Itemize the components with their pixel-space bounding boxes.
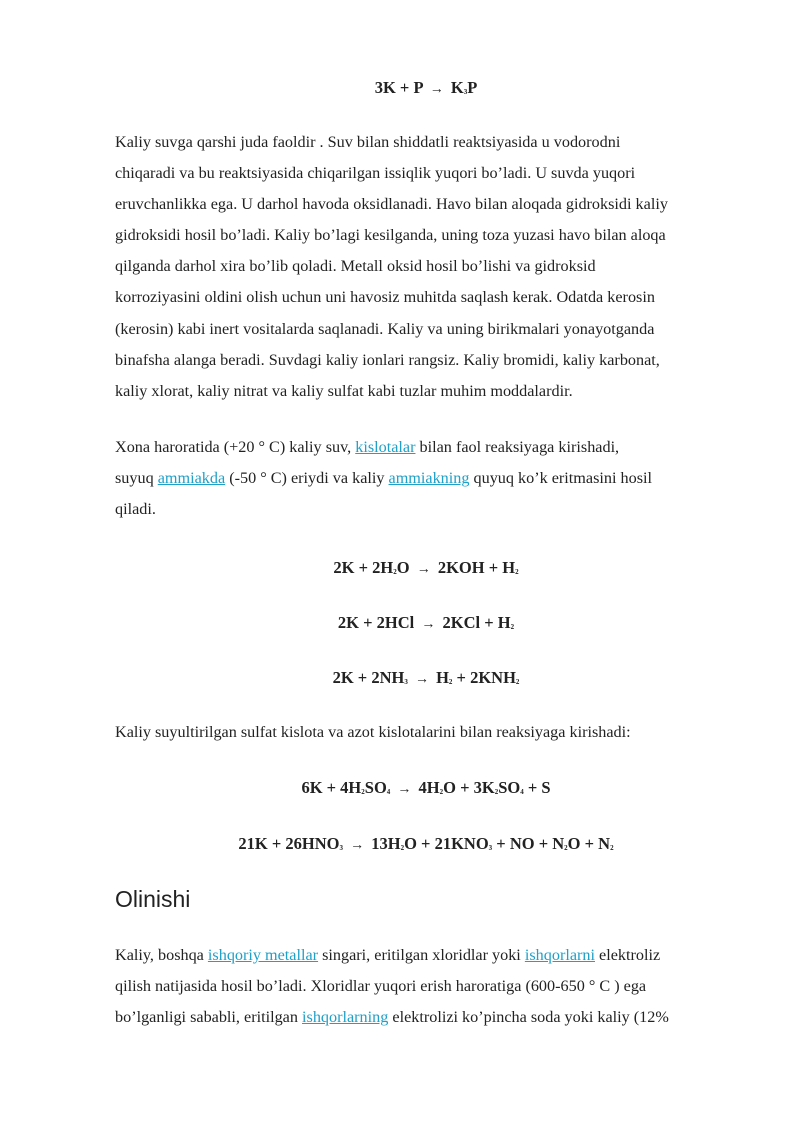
paragraph-line: Kaliy, boshqa ishqoriy metallar singari, eritilgan xloridlar yoki ishqorlarni elektroliz [115, 946, 661, 964]
link-kislotalar[interactable]: kislotalar [355, 438, 416, 456]
equation-potassium-phosphorus: $3K + P \to K_3P$ [374, 78, 478, 97]
paragraph-line: suyuq ammiakda (-50 ° C) eriydi va kaliy ammiakning quyuq ko’k eritmasini hosil [115, 469, 652, 488]
paragraph-line: qilganda darhol xira bo’lib qoladi. Metall oksid hosil bo’lishi va gidroksid [115, 257, 596, 276]
equation-nitric-acid: $21K + 26HNO_3 \to 13H_2O + 21KNO_3$ + NO + $N_2O + N_2$ [238, 834, 614, 853]
link-ishqoriy-metallar[interactable]: ishqoriy metallar [207, 946, 319, 964]
paragraph-line: Xona haroratida (+20 ° C) kaliy suv, kislotalar bilan faol reaksiyaga kirishadi, [115, 438, 620, 456]
paragraph-line: kaliy xlorat, kaliy nitrat va kaliy sulfat kabi tuzlar muhim moddalardir. [115, 381, 573, 400]
paragraph-line: binafsha alanga beradi. Suvdagi kaliy ionlari rangsiz. Kaliy bromidi, kaliy karbonat, [115, 350, 660, 369]
paragraph-line: chiqaradi va bu reaktsiyasida chiqarilgan issiqlik yuqori bo’ladi. U suvda yuqori [115, 164, 636, 183]
link-ammiakning[interactable]: ammiakning [388, 469, 470, 488]
reaction-arrow-icon: → [429, 82, 444, 97]
paragraph-production [115, 940, 737, 1033]
paragraph-acids [115, 717, 737, 748]
reaction-arrow-icon: → [421, 617, 436, 632]
equation-hydrochloric-acid: $2K + 2HCl \to 2KCl + H_2$ [337, 613, 515, 632]
paragraph-properties [115, 127, 737, 407]
section-heading: Olinishi [115, 886, 191, 912]
link-ammiakda[interactable]: ammiakda [157, 469, 226, 488]
equation-sulfuric-acid: $6K + 4H_2SO_4 \to 4H_2O + 3K_2SO_4 + S$ [301, 778, 551, 797]
paragraph-line: (kerosin) kabi inert vositalarda saqlanadi. Kaliy va uning birikmalari yonayotganda [115, 319, 655, 338]
reaction-arrow-icon: → [414, 672, 429, 687]
paragraph-reactions [115, 432, 737, 525]
link-ishqorlarni[interactable]: ishqorlarni [524, 946, 595, 964]
paragraph-line: qiladi. [115, 500, 156, 519]
paragraph-line: bo’lganligi sababli, eritilgan ishqorlarning elektrolizi ko’pincha soda yoki kaliy (12% [115, 1008, 669, 1027]
paragraph-line: qilish natijasida hosil bo’ladi. Xloridlar yuqori erish haroratiga (600-650 ° C ) ega [115, 977, 647, 996]
equation-water: $2K + 2H_2O \to 2KOH + H_2$ [333, 558, 519, 577]
paragraph-line: gidroksidi hosil bo’ladi. Kaliy bo’lagi kesilganda, uning toza yuzasi havo bilan aloqa [115, 226, 666, 245]
reaction-arrow-icon: → [397, 782, 412, 797]
paragraph-line: eruvchanlikka ega. U darhol havoda oksidlanadi. Havo bilan aloqada gidroksidi kaliy [115, 195, 668, 214]
equation-ammonia: $2K + 2NH_3 \to H_2 + 2KNH_2$ [332, 668, 520, 687]
paragraph-line: Kaliy suvga qarshi juda faoldir . Suv bilan shiddatli reaktsiyasida u vodorodni [115, 133, 621, 151]
paragraph-line: korroziyasini oldini olish uchun uni havosiz muhitda saqlash kerak. Odatda kerosin [115, 288, 655, 307]
reaction-arrow-icon: → [350, 838, 365, 853]
paragraph-line: Kaliy suyultirilgan sulfat kislota va azot kislotalarini bilan reaksiyaga kirishadi: [115, 723, 631, 741]
link-ishqorlarning[interactable]: ishqorlarning [302, 1008, 389, 1027]
reaction-arrow-icon: → [416, 562, 431, 577]
